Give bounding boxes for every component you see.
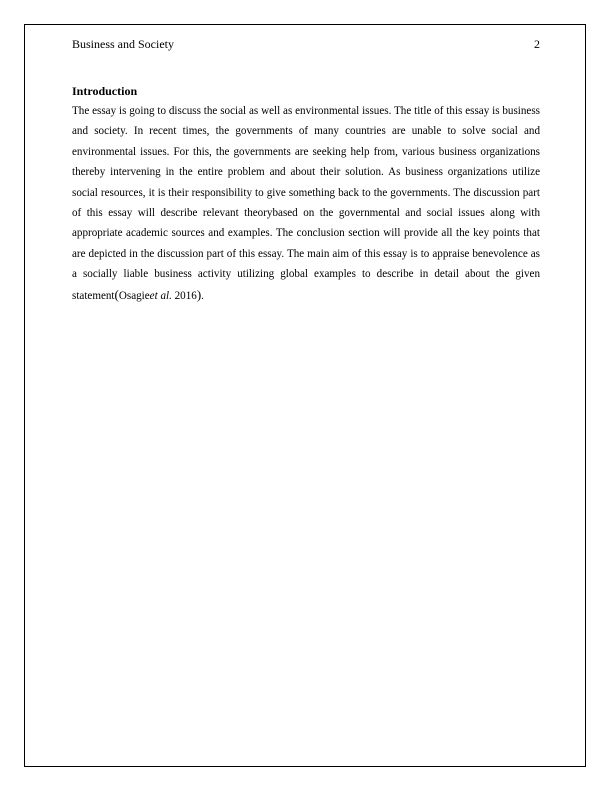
page-header: [72, 36, 540, 52]
paragraph-text: The essay is going to discuss the social as well as environmental issues. The title of this essay is business and society. In recent times, the governments of many countries are unable to solve social and environmental issues. For this, the governments are seeking help from, various business organizations thereby intervening in the entire problem and about their solution. As business organizations utilize social resources, it is their responsibility to give something back to the governments. The discussion part of this essay will describe relevant theorybased on the governmental and social issues along with appropriate academic sources and examples. The conclusion section will provide all the key points that are depicted in the discussion part of this essay. The main aim of this essay is to appraise benevolence as a socially liable business activity utilizing global examples to describe in detail about the given statement: [72, 105, 540, 302]
section-heading: Introduction: [72, 84, 138, 98]
running-head-title: Business and Society: [72, 37, 174, 51]
citation-author: Osagie: [118, 289, 150, 302]
introduction-paragraph: [72, 101, 540, 306]
citation-year: 2016: [171, 289, 197, 302]
citation-etal: et al.: [149, 289, 172, 302]
document-body: [72, 83, 540, 306]
citation-open-paren: (: [114, 286, 119, 302]
sentence-end-period: .: [201, 289, 204, 302]
citation-close-paren: ): [196, 286, 202, 302]
page-number: 2: [534, 37, 540, 51]
